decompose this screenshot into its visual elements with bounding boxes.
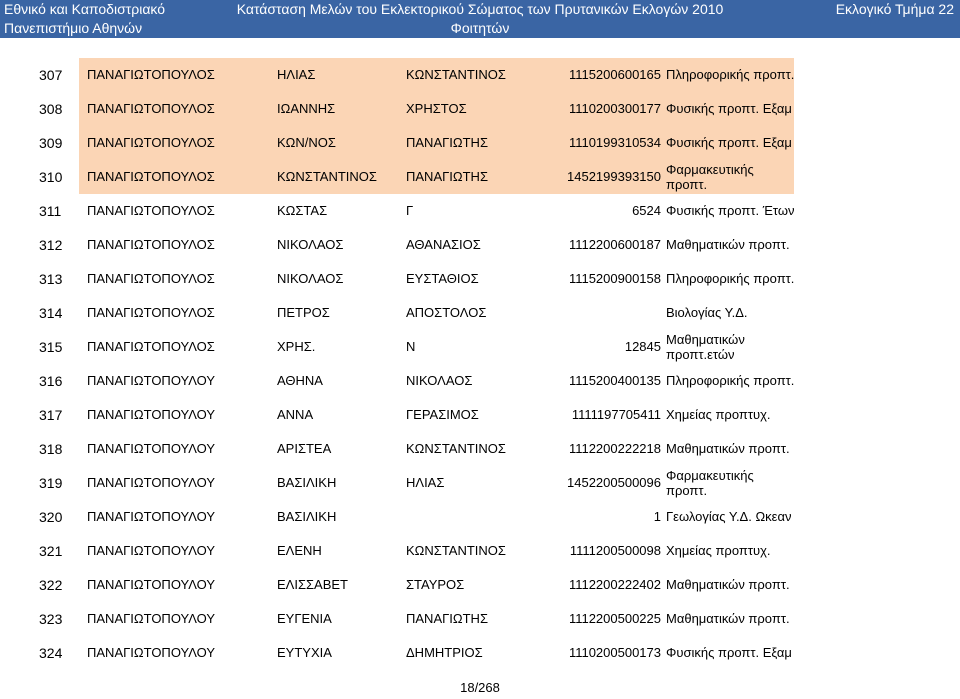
row-number: 324 <box>39 645 63 661</box>
row-number: 308 <box>39 101 63 117</box>
row-number: 318 <box>39 441 63 457</box>
first-name-cell: ΝΙΚΟΛΑΟΣ <box>277 237 344 252</box>
document-title <box>0 0 960 38</box>
table-row <box>0 92 960 126</box>
student-id-cell: 1111200500098 <box>569 543 661 558</box>
table-row <box>0 636 960 670</box>
table-row <box>0 364 960 398</box>
department-cell: Μαθηματικών προπτ. <box>666 577 790 592</box>
father-name-cell: ΧΡΗΣΤΟΣ <box>406 101 467 116</box>
father-name-cell: ΠΑΝΑΓΙΩΤΗΣ <box>406 169 488 184</box>
first-name-cell: ΕΥΓΕΝΙΑ <box>277 611 332 626</box>
surname-cell: ΠΑΝΑΓΙΩΤΟΠΟΥΛΟΣ <box>87 169 215 184</box>
surname-cell: ΠΑΝΑΓΙΩΤΟΠΟΥΛΟΣ <box>87 305 215 320</box>
department-cell: Φαρμακευτικής προπτ. <box>666 162 754 192</box>
surname-cell: ΠΑΝΑΓΙΩΤΟΠΟΥΛΟΣ <box>87 203 215 218</box>
father-name-cell: Γ <box>406 203 414 218</box>
surname-cell: ΠΑΝΑΓΙΩΤΟΠΟΥΛΟΥ <box>87 373 215 388</box>
surname-cell: ΠΑΝΑΓΙΩΤΟΠΟΥΛΟΥ <box>87 407 215 422</box>
first-name-cell: ΝΙΚΟΛΑΟΣ <box>277 271 344 286</box>
department-cell: Βιολογίας Υ.Δ. <box>666 305 748 320</box>
table-row <box>0 330 960 364</box>
row-number: 316 <box>39 373 63 389</box>
department-cell: Φαρμακευτικής προπτ. <box>666 468 754 498</box>
surname-cell: ΠΑΝΑΓΙΩΤΟΠΟΥΛΟΣ <box>87 67 215 82</box>
surname-cell: ΠΑΝΑΓΙΩΤΟΠΟΥΛΟΥ <box>87 509 215 524</box>
department-cell: Φυσικής προπτ. Εξαμ <box>666 645 792 660</box>
department-cell: Μαθηματικών προπτ. <box>666 441 790 456</box>
table-row <box>0 500 960 534</box>
page-number: 18/268 <box>460 680 500 695</box>
row-number: 311 <box>39 203 62 219</box>
surname-cell: ΠΑΝΑΓΙΩΤΟΠΟΥΛΟΥ <box>87 475 215 490</box>
department-cell: Χημείας προπτυχ. <box>666 407 771 422</box>
father-name-cell: ΠΑΝΑΓΙΩΤΗΣ <box>406 611 488 626</box>
first-name-cell: ΕΛΙΣΣΑΒΕΤ <box>277 577 348 592</box>
student-id-cell: 1115200600165 <box>568 67 661 82</box>
university-name-line1: Εθνικό και Καποδιστριακό <box>4 1 166 17</box>
table-row <box>0 602 960 636</box>
table-row <box>0 568 960 602</box>
surname-cell: ΠΑΝΑΓΙΩΤΟΠΟΥΛΟΣ <box>87 339 215 354</box>
table-row <box>0 296 960 330</box>
department-cell: Φυσικής προπτ. Εξαμ <box>666 101 792 116</box>
row-number: 309 <box>39 135 63 151</box>
father-name-cell: ΑΘΑΝΑΣΙΟΣ <box>406 237 481 252</box>
father-name-cell: ΚΩΝΣΤΑΝΤΙΝΟΣ <box>406 543 506 558</box>
first-name-cell: ΠΕΤΡΟΣ <box>277 305 330 320</box>
student-id-cell: 1112200222218 <box>568 441 661 456</box>
student-id-cell: 1111197705411 <box>571 407 661 422</box>
first-name-cell: ΗΛΙΑΣ <box>277 67 316 82</box>
father-name-cell: ΣΤΑΥΡΟΣ <box>406 577 465 592</box>
first-name-cell: ΙΩΑΝΝΗΣ <box>277 101 336 116</box>
first-name-cell: ΕΥΤΥΧΙΑ <box>277 645 332 660</box>
student-id-cell: 1115200900158 <box>568 271 661 286</box>
student-id-cell: 1 <box>653 509 661 524</box>
father-name-cell: ΝΙΚΟΛΑΟΣ <box>406 373 473 388</box>
student-id-cell: 1112200600187 <box>568 237 661 252</box>
row-number: 319 <box>39 475 63 491</box>
department-cell: Χημείας προπτυχ. <box>666 543 771 558</box>
surname-cell: ΠΑΝΑΓΙΩΤΟΠΟΥΛΟΥ <box>87 611 215 626</box>
table-row <box>0 228 960 262</box>
first-name-cell: ΕΛΕΝΗ <box>277 543 322 558</box>
table-row <box>0 398 960 432</box>
table-row <box>0 534 960 568</box>
father-name-cell: ΚΩΝΣΤΑΝΤΙΝΟΣ <box>406 67 506 82</box>
surname-cell: ΠΑΝΑΓΙΩΤΟΠΟΥΛΟΣ <box>87 135 215 150</box>
surname-cell: ΠΑΝΑΓΙΩΤΟΠΟΥΛΟΣ <box>87 271 215 286</box>
first-name-cell: ΚΩΣΤΑΣ <box>277 203 328 218</box>
surname-cell: ΠΑΝΑΓΙΩΤΟΠΟΥΛΟΣ <box>87 101 215 116</box>
surname-cell: ΠΑΝΑΓΙΩΤΟΠΟΥΛΟΥ <box>87 543 215 558</box>
student-id-cell: 12845 <box>624 339 661 354</box>
father-name-cell: ΔΗΜΗΤΡΙΟΣ <box>406 645 483 660</box>
university-name-line2: Πανεπιστήμιο Αθηνών <box>4 20 143 36</box>
row-number: 323 <box>39 611 63 627</box>
student-id-cell: 6524 <box>632 203 661 218</box>
surname-cell: ΠΑΝΑΓΙΩΤΟΠΟΥΛΟΥ <box>87 577 215 592</box>
polling-section <box>836 0 954 19</box>
row-number: 312 <box>39 237 63 253</box>
table-row <box>0 466 960 500</box>
row-number: 307 <box>39 67 63 83</box>
table-row <box>0 262 960 296</box>
father-name-cell: ΕΥΣΤΑΘΙΟΣ <box>406 271 479 286</box>
department-cell: Φυσικής προπτ. Έτων <box>666 203 795 218</box>
row-number: 313 <box>39 271 63 287</box>
student-id-cell: 1110199310534 <box>568 135 661 150</box>
father-name-cell: ΑΠΟΣΤΟΛΟΣ <box>406 305 487 320</box>
first-name-cell: ΒΑΣΙΛΙΚΗ <box>277 509 337 524</box>
first-name-cell: ΚΩΝ/ΝΟΣ <box>277 135 336 150</box>
polling-section-label: Εκλογικό Τμήμα 22 <box>835 1 954 17</box>
department-cell: Πληροφορικής προπτ. <box>666 373 795 388</box>
student-id-cell: 1110200500173 <box>568 645 661 660</box>
department-cell: Μαθηματικών προπτ.ετών <box>666 332 745 362</box>
department-cell: Μαθηματικών προπτ. <box>666 237 790 252</box>
department-cell: Πληροφορικής προπτ. <box>666 67 795 82</box>
student-id-cell: 1452200500096 <box>567 475 661 490</box>
department-cell: Μαθηματικών προπτ. <box>666 611 790 626</box>
table-row <box>0 160 960 194</box>
row-number: 320 <box>39 509 63 525</box>
father-name-cell: ΓΕΡΑΣΙΜΟΣ <box>406 407 479 422</box>
department-cell: Γεωλογίας Υ.Δ. Ωκεαν <box>666 509 792 524</box>
first-name-cell: ΒΑΣΙΛΙΚΗ <box>277 475 337 490</box>
table-row <box>0 58 960 92</box>
table-row <box>0 126 960 160</box>
document-title-line1: Κατάσταση Μελών του Εκλεκτορικού Σώματος των Πρυτανικών Εκλογών 2010 <box>236 1 724 17</box>
first-name-cell: ΑΘΗΝΑ <box>277 373 323 388</box>
department-cell: Φυσικής προπτ. Εξαμ <box>666 135 792 150</box>
student-id-cell: 1112200500225 <box>568 611 661 626</box>
row-number: 322 <box>39 577 63 593</box>
first-name-cell: ΑΝΝΑ <box>277 407 314 422</box>
father-name-cell: ΠΑΝΑΓΙΩΤΗΣ <box>406 135 488 150</box>
surname-cell: ΠΑΝΑΓΙΩΤΟΠΟΥΛΟΣ <box>87 237 215 252</box>
student-id-cell: 1115200400135 <box>568 373 661 388</box>
student-id-cell: 1112200222402 <box>568 577 661 592</box>
row-number: 314 <box>39 305 63 321</box>
surname-cell: ΠΑΝΑΓΙΩΤΟΠΟΥΛΟΥ <box>87 441 215 456</box>
surname-cell: ΠΑΝΑΓΙΩΤΟΠΟΥΛΟΥ <box>87 645 215 660</box>
student-id-cell: 1110200300177 <box>568 101 661 116</box>
row-number: 321 <box>39 543 63 559</box>
row-number: 317 <box>39 407 63 423</box>
row-number: 310 <box>39 169 63 185</box>
father-name-cell: ΗΛΙΑΣ <box>406 475 445 490</box>
first-name-cell: ΚΩΝΣΤΑΝΤΙΝΟΣ <box>277 169 377 184</box>
table-row <box>0 432 960 466</box>
first-name-cell: ΑΡΙΣΤΕΑ <box>277 441 332 456</box>
department-cell: Πληροφορικής προπτ. <box>666 271 795 286</box>
father-name-cell: Ν <box>406 339 416 354</box>
first-name-cell: ΧΡΗΣ. <box>277 339 316 354</box>
student-id-cell <box>540 296 661 330</box>
father-name-cell: ΚΩΝΣΤΑΝΤΙΝΟΣ <box>406 441 506 456</box>
student-id-cell: 1452199393150 <box>567 169 661 184</box>
row-number: 315 <box>39 339 63 355</box>
page-header <box>0 0 960 38</box>
document-title-line2: Φοιτητών <box>450 20 510 36</box>
table-row <box>0 194 960 228</box>
